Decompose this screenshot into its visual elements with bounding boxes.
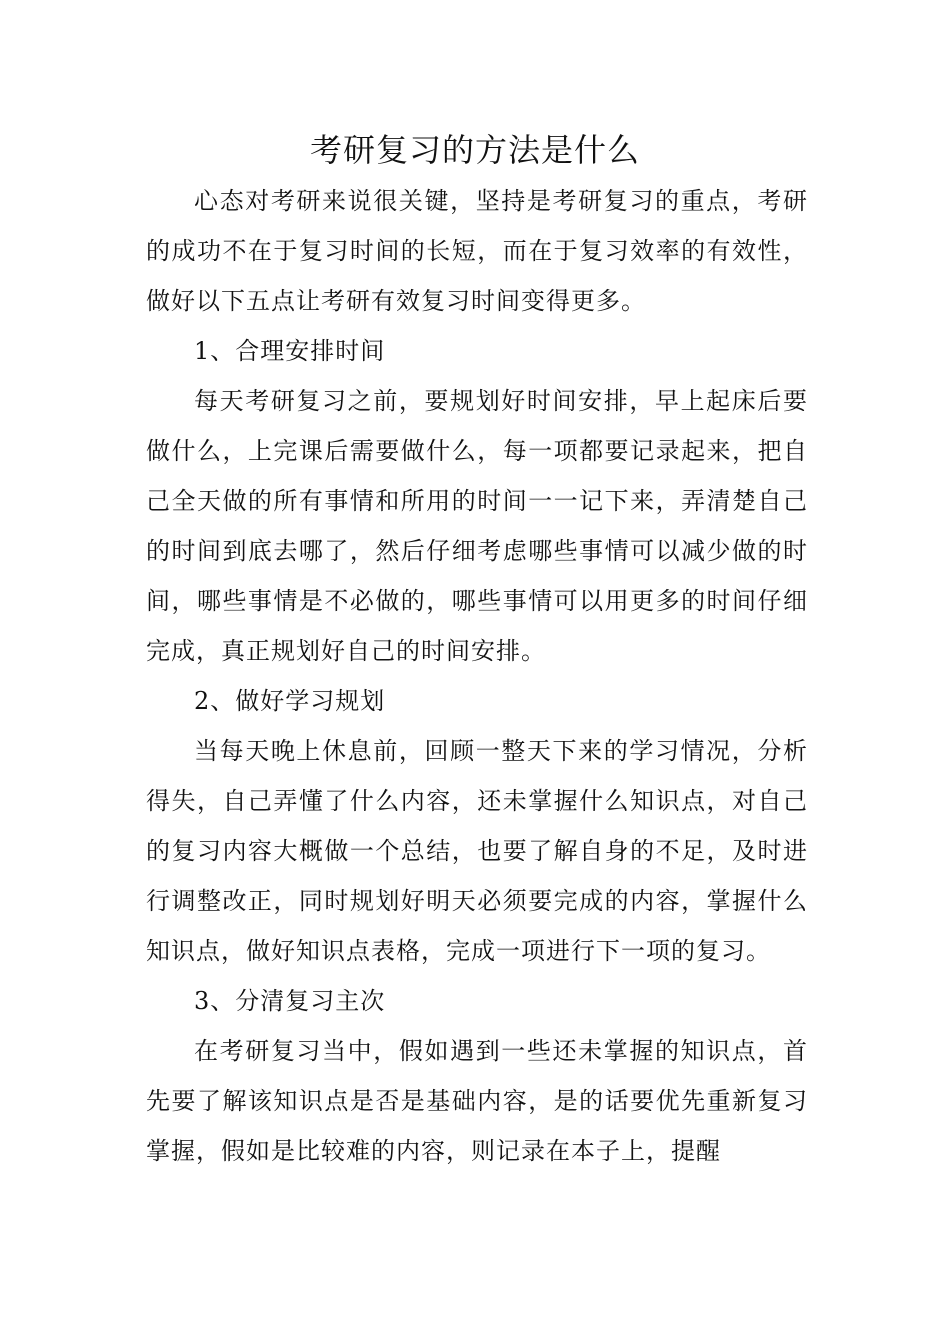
section-heading-3: 3、分清复习主次 xyxy=(194,987,386,1015)
paragraph-section-3: 在考研复习当中，假如遇到一些还未掌握的知识点，首先要了解该知识点是否是基础内容，是的话要优先重新复习掌握，假如是比较难的内容，则记录在本子上，提醒 xyxy=(146,1037,808,1165)
document-title: 考研复习的方法是什么 xyxy=(309,131,640,169)
paragraph-section-1: 每天考研复习之前，要规划好时间安排，早上起床后要做什么，上完课后需要做什么，每一项都要记录起来，把自己全天做的所有事情和所用的时间一一记下来，弄清楚自己的时间到底去哪了，然后仔细考虑哪些事情可以减少做的时间，哪些事情是不必做的，哪些事情可以用更多的时间仔细完成，真正规划好自己的时间安排。 xyxy=(146,387,808,665)
document-body xyxy=(146,176,808,1176)
paragraph-intro: 心态对考研来说很关键，坚持是考研复习的重点，考研的成功不在于复习时间的长短，而在于复习效率的有效性，做好以下五点让考研有效复习时间变得更多。 xyxy=(146,187,808,315)
section-heading-2: 2、做好学习规划 xyxy=(194,687,386,715)
section-heading-1: 1、合理安排时间 xyxy=(194,337,386,365)
paragraph-section-2: 当每天晚上休息前，回顾一整天下来的学习情况，分析得失，自己弄懂了什么内容，还未掌握什么知识点，对自己的复习内容大概做一个总结，也要了解自身的不足，及时进行调整改正，同时规划好明天必须要完成的内容，掌握什么知识点，做好知识点表格，完成一项进行下一项的复习。 xyxy=(146,737,808,965)
